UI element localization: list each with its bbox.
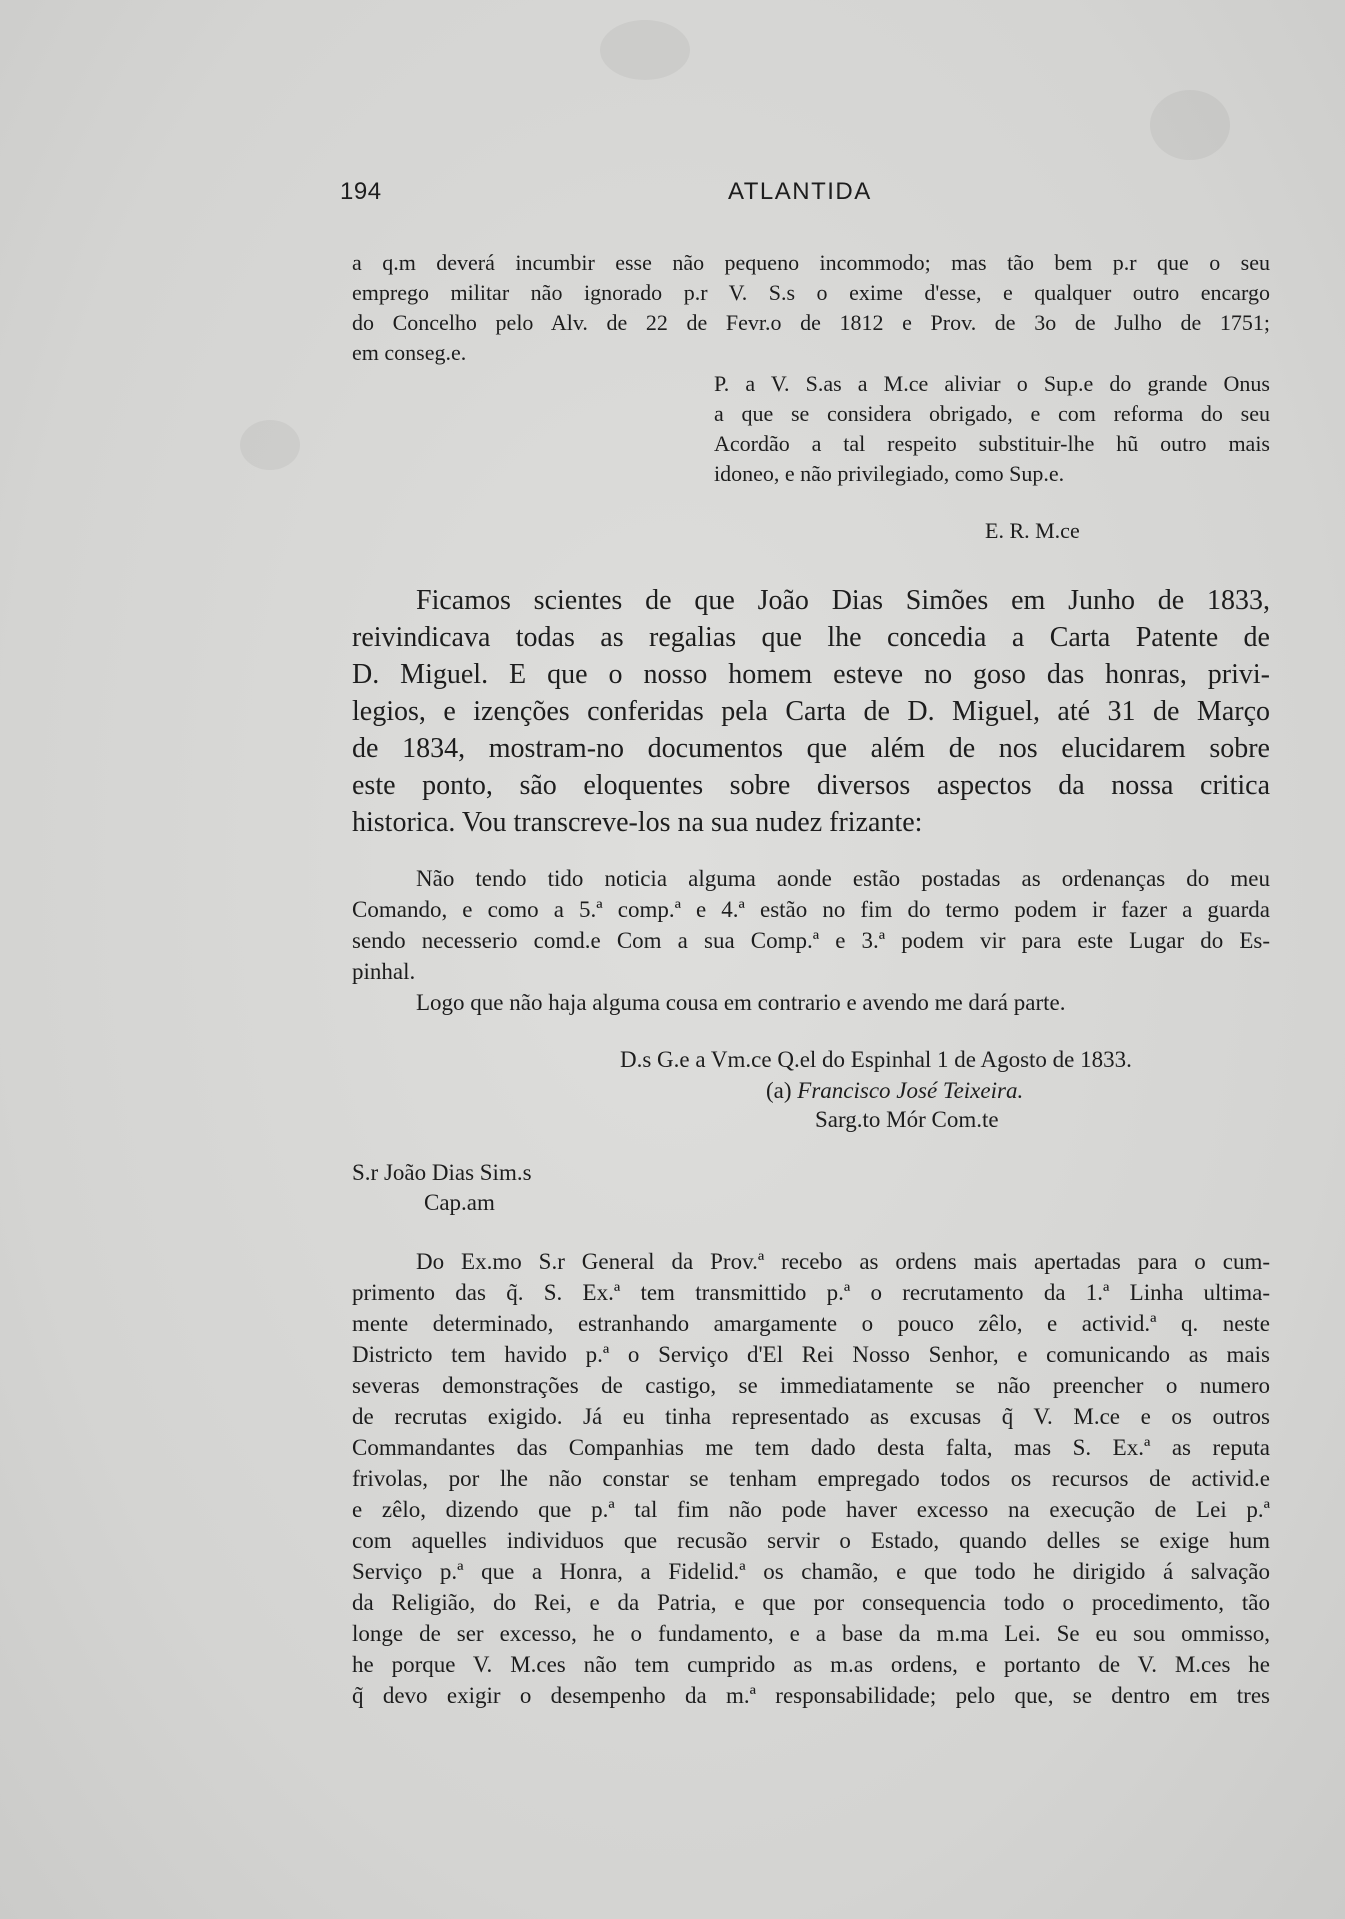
text-line: historica. Vou transcreve-los na sua nudez frizante: xyxy=(352,807,923,838)
text-line: a q.m deverá incumbir esse não pequeno incommodo; mas tão bem p.r que o seu xyxy=(352,250,1270,275)
text-line: frivolas, por lhe não constar se tenham empregado todos os recursos de activid.e xyxy=(352,1466,1270,1491)
text-line: reivindicava todas as regalias que lhe concedia a Carta Patente de xyxy=(352,622,1270,653)
text-line: de recrutas exigido. Já eu tinha representado as excusas q̃ V. M.ce e os outros xyxy=(352,1404,1270,1429)
text-line: he porque V. M.ces não tem cumprido as m.as ordens, e portanto de V. M.ces he xyxy=(352,1652,1270,1677)
text-line: Do Ex.mo S.r General da Prov.ª recebo as ordens mais apertadas para o cum- xyxy=(416,1249,1270,1274)
text-line: Serviço p.ª que a Honra, a Fidelid.ª os chamão, e que todo he dirigido á salvação xyxy=(352,1559,1270,1584)
text-line: Commandantes das Companhias me tem dado desta falta, mas S. Ex.ª as reputa xyxy=(352,1435,1270,1460)
text-line: e zêlo, dizendo que p.ª tal fim não pode haver excesso na execução de Lei p.ª xyxy=(352,1497,1270,1522)
page-number: 194 xyxy=(340,178,382,205)
text-line: severas demonstrações de castigo, se immediatamente se não preencher o numero xyxy=(352,1373,1270,1398)
running-title: ATLANTIDA xyxy=(728,178,872,205)
text-line: Logo que não haja alguma cousa em contrario e avendo me dará parte. xyxy=(416,990,1066,1015)
text-line: da Religião, do Rei, e da Patria, e que por consequencia todo o procedimento, tão xyxy=(352,1590,1270,1615)
page-stain xyxy=(600,20,690,80)
text-line: longe de ser excesso, he o fundamento, e a base da m.ma Lei. Se eu sou ommisso, xyxy=(352,1621,1270,1646)
page-header xyxy=(340,178,1270,208)
text-line: q̃ devo exigir o desempenho da m.ª responsabilidade; pelo que, se dentro em tres xyxy=(352,1683,1270,1708)
text-line: de 1834, mostram-no documentos que além de nos elucidarem sobre xyxy=(352,733,1270,764)
petition-block xyxy=(714,369,1270,489)
addressee-name: S.r João Dias Sim.s xyxy=(352,1160,532,1185)
text-line: Ficamos scientes de que João Dias Simões em Junho de 1833, xyxy=(416,585,1270,616)
text-line: em conseg.e. xyxy=(352,340,467,365)
text-line: P. a V. S.as a M.ce aliviar o Sup.e do grande Onus xyxy=(714,371,1270,396)
page-stain xyxy=(1150,90,1230,160)
text-line: com aquelles individuos que recusão servir o Estado, quando delles se exige hum xyxy=(352,1528,1270,1553)
signature-prefix: (a) xyxy=(766,1078,792,1103)
text-line: sendo necesserio comd.e Com a sua Comp.ª e 3.ª podem vir para este Lugar do Es- xyxy=(352,928,1270,953)
text-line: Districto tem havido p.ª o Serviço d'El Rei Nosso Senhor, e comunicando as mais xyxy=(352,1342,1270,1367)
letter-one-signoff: D.s G.e a Vm.ce Q.el do Espinhal 1 de Agosto de 1833. xyxy=(620,1047,1132,1072)
top-paragraph xyxy=(352,248,1270,368)
petition-closing: E. R. M.ce xyxy=(985,518,1080,543)
page-stain xyxy=(240,420,300,470)
text-line: mente determinado, estranhando amargamente o pouco zêlo, e activid.ª q. neste xyxy=(352,1311,1270,1336)
text-line: D. Miguel. E que o nosso homem esteve no goso das honras, privi- xyxy=(352,659,1270,690)
text-line: pinhal. xyxy=(352,959,416,984)
text-line: do Concelho pelo Alv. de 22 de Fevr.o de 1812 e Prov. de 3o de Julho de 1751; xyxy=(352,310,1270,335)
addressee-rank: Cap.am xyxy=(424,1190,495,1215)
text-line: legios, e izenções conferidas pela Carta de D. Miguel, até 31 de Março xyxy=(352,696,1270,727)
signature-name: Francisco José Teixeira. xyxy=(797,1078,1024,1103)
text-line: emprego militar não ignorado p.r V. S.s o exime d'esse, e qualquer outro encargo xyxy=(352,280,1270,305)
letter-two-body xyxy=(352,1246,1270,1711)
text-line: este ponto, são eloquentes sobre diversos aspectos da nossa critica xyxy=(352,770,1270,801)
signature-title: Sarg.to Mór Com.te xyxy=(815,1107,999,1132)
text-line: a que se considera obrigado, e com reforma do seu xyxy=(714,401,1270,426)
text-line: primento das q̃. S. Ex.ª tem transmittido p.ª o recrutamento da 1.ª Linha ultima- xyxy=(352,1280,1270,1305)
letter-one-signature xyxy=(766,1078,1023,1104)
text-line: idoneo, e não privilegiado, como Sup.e. xyxy=(714,461,1065,486)
text-line: Comando, e como a 5.ª comp.ª e 4.ª estão no fim do termo podem ir fazer a guarda xyxy=(352,897,1270,922)
main-paragraph xyxy=(352,582,1270,841)
letter-one-body xyxy=(352,863,1270,1018)
text-line: Não tendo tido noticia alguma aonde estão postadas as ordenanças do meu xyxy=(416,866,1270,891)
text-line: Acordão a tal respeito substituir-lhe hũ outro mais xyxy=(714,431,1270,456)
